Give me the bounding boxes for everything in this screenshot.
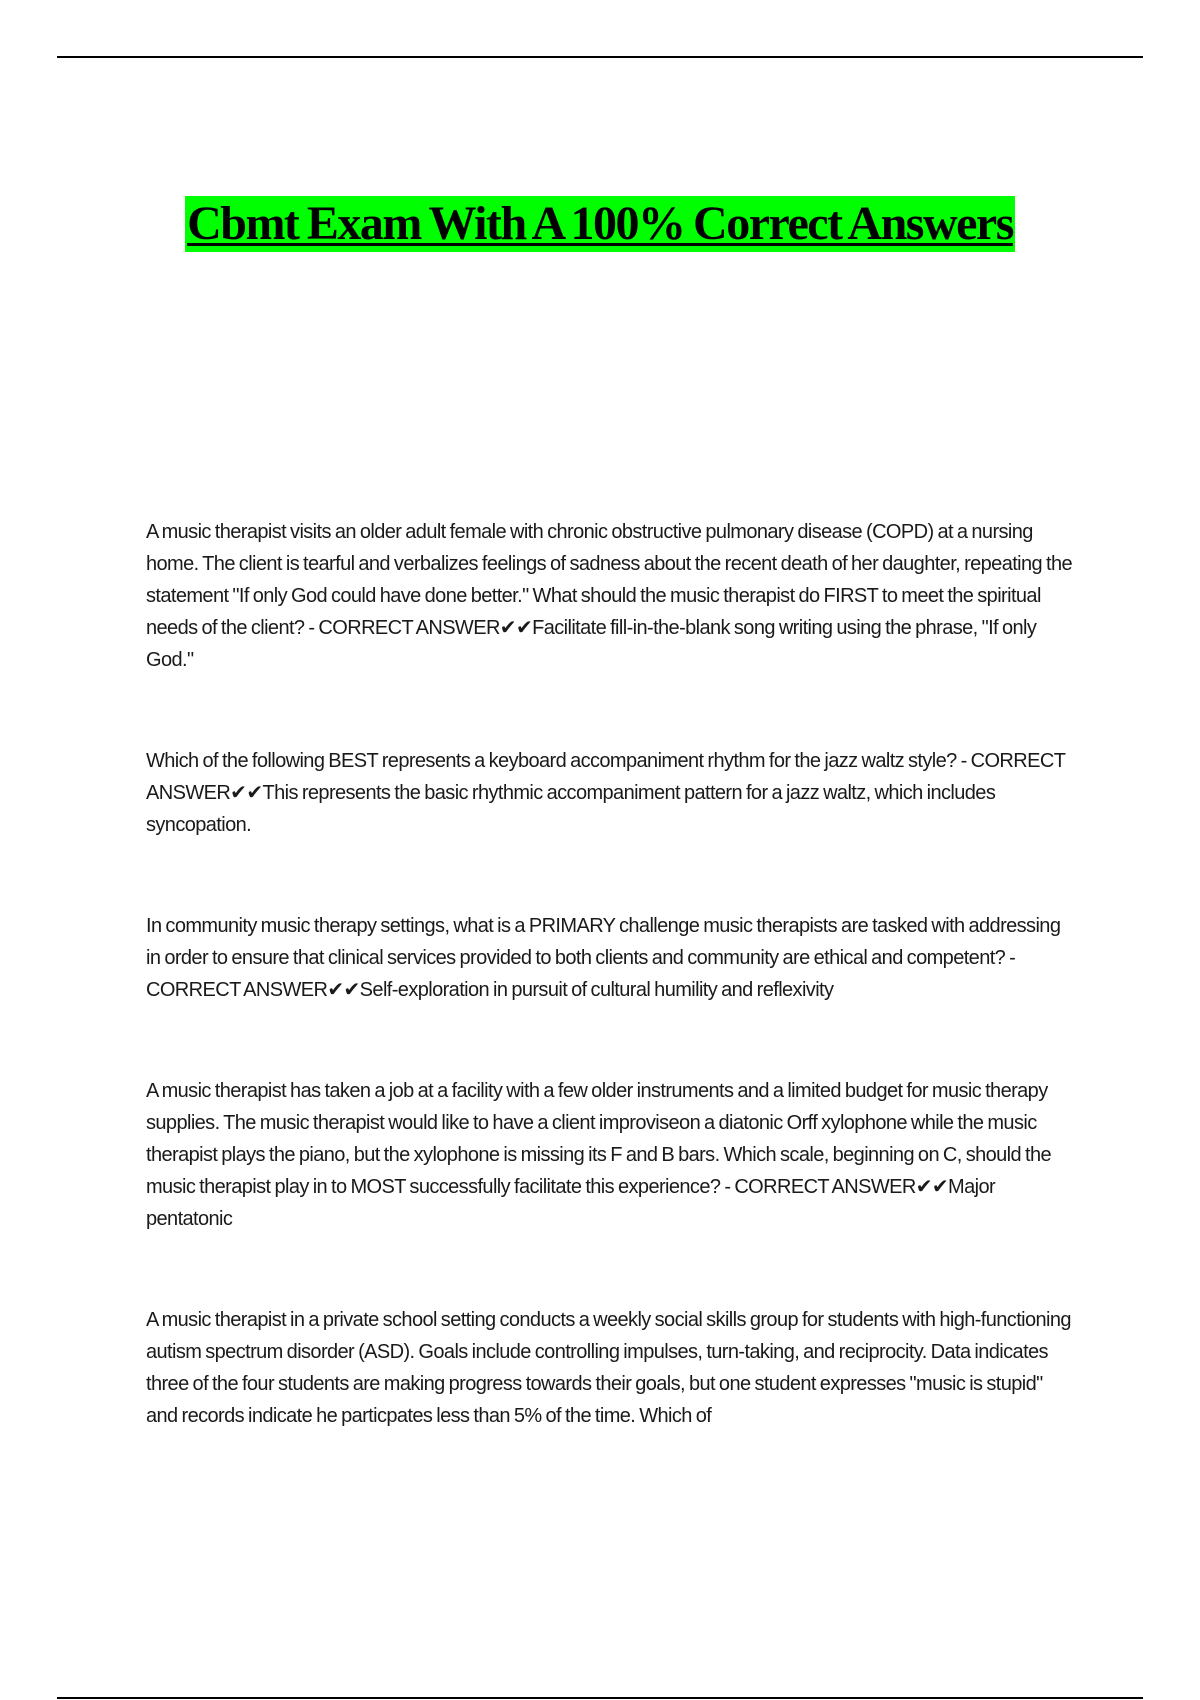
title-container	[0, 196, 1200, 252]
qa-item: In community music therapy settings, what is a PRIMARY challenge music therapists are tasked with addressing in order to ensure that clinical services provided to both clients and community are ethical and competent? - CORRECT ANSWER✔✔Self-exploration in pursuit of cultural humility and reflexivity	[146, 915, 1061, 1001]
qa-item: Which of the following BEST represents a keyboard accompaniment rhythm for the jazz waltz style? - CORRECT ANSWER✔✔This represents the basic rhythmic accompaniment pattern for a jazz waltz, which includes syncopation.	[146, 750, 1065, 836]
bottom-rule	[57, 1697, 1143, 1699]
top-rule	[57, 56, 1143, 58]
qa-item: A music therapist has taken a job at a facility with a few older instruments and a limited budget for music therapy supplies. The music therapist would like to have a client improviseon a diatonic Orff xylophone while the music therapist plays the piano, but the xylophone is missing its F and B bars. Which scale, beginning on C, should the music therapist play in to MOST successfully facilitate this experience? - CORRECT ANSWER✔✔Major pentatonic	[146, 1080, 1051, 1230]
qa-list	[146, 516, 1076, 1501]
qa-item: A music therapist in a private school setting conducts a weekly social skills group for students with high-functioning autism spectrum disorder (ASD). Goals include controlling impulses, turn-taking, and reciprocity. Data indicates three of the four students are making progress towards their goals, but one student expresses "music is stupid" and records indicate he particpates less than 5% of the time. Which of	[146, 1309, 1071, 1427]
qa-item: A music therapist visits an older adult female with chronic obstructive pulmonary disease (COPD) at a nursing home. The client is tearful and verbalizes feelings of sadness about the recent death of her daughter, repeating the statement "If only God could have done better." What should the music therapist do FIRST to meet the spiritual needs of the client? - CORRECT ANSWER✔✔Facilitate fill-in-the-blank song writing using the phrase, "If only God."	[146, 521, 1073, 671]
document-title: Cbmt Exam With A 100% Correct Answers	[187, 197, 1013, 250]
